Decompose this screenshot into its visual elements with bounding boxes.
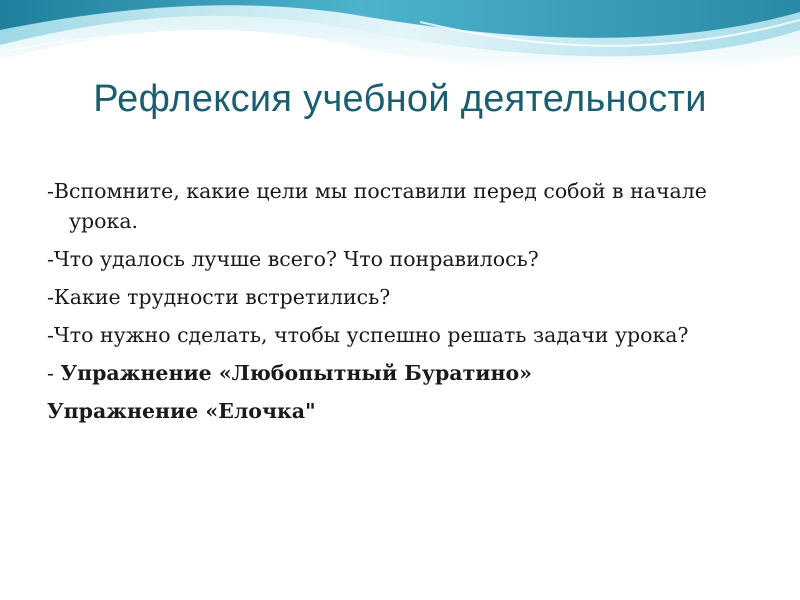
item-text: -Что нужно сделать, чтобы успешно решать задачи урока? (47, 323, 689, 347)
item-text: -Что удалось лучше всего? Что понравилось? (47, 247, 539, 271)
slide-body (47, 176, 767, 434)
list-item (47, 282, 767, 312)
exercise-item (47, 358, 767, 388)
item-text: Упражнение «Любопытный Буратино» (60, 361, 532, 385)
exercise-item (47, 396, 767, 426)
item-prefix: - (47, 361, 61, 385)
list-item (47, 244, 767, 274)
list-item (47, 176, 767, 236)
item-text: Упражнение «Елочка" (47, 399, 316, 423)
item-text: -Вспомните, какие цели мы поставили перед собой в начале урока. (47, 179, 707, 233)
slide-title: Рефлексия учебной деятельности (93, 78, 707, 120)
item-text: -Какие трудности встретились? (47, 285, 391, 309)
list-item (47, 320, 767, 350)
